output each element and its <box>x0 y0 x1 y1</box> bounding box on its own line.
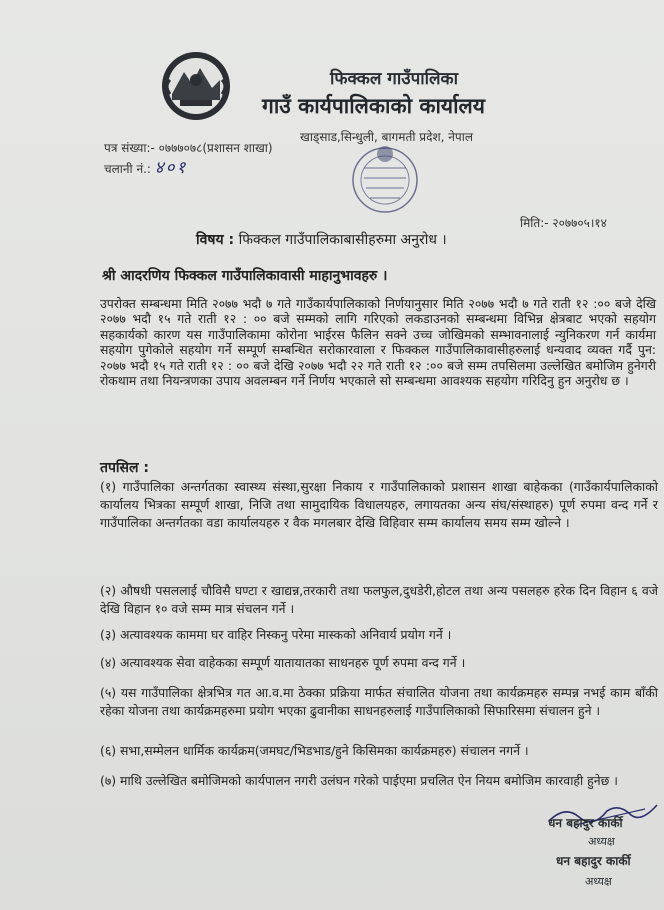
chalani-line <box>104 158 273 179</box>
list-item-6: (६) सभा,सम्मेलन धार्मिक कार्यक्रम(जमघट/भिडभाड/हुने किसिमका कार्यक्रमहरु) संचालन नगर्ने । <box>100 743 529 758</box>
reference-block <box>104 138 273 179</box>
body-paragraph: उपरोक्त सम्बन्धमा मिति २०७७ भदौ ७ गते गाउँकार्यपालिकाको निर्णयानुसार मिति २०७७ भदौ ७ गते राती १२ :०० बजे देखि २०७७ भदौ १५ गते राती १२ : ०० बजे सम्मको लागि गरिएको लकडाउनको सम्बन्धमा विभिन्न क्षेत्रबाट भएको सहयोग सहकार्यको कारण यस गाउँपालिकामा कोरोना भाईरस फैलिन सक्ने उच्च जोखिमको सम्भावनालाई न्युनिकरण गर्न कार्यमा सहयोग पुगेकोले सहयोग गर्ने सम्पूर्ण सम्बन्धित सरोकारवाला र फिक्कल गाउँपालिकावासीहरुलाई धन्यवाद व्यक्त गर्दै पुन: २०७७ भदौ १५ गते राती १२ : ०० बजे देखि २०७७ भदौ २२ गते राती १२ :०० बजे सम्म तपसिलमा उल्लेखित बमोजिम हुनेगरी रोकथाम तथा नियन्त्रणका उपाय अवलम्बन गर्ने निर्णय भएकाले सो सम्बन्धमा आवश्यक सहयोग गरिदिनु हुन अनुरोध छ । <box>100 296 656 389</box>
salutation: श्री आदरणिय फिक्कल गाउँपालिकावासी माहानुभावहरु । <box>102 268 388 284</box>
chalani-number: ४०१ <box>154 158 188 178</box>
office-name: गाउँ कार्यपालिकाको कार्यालय <box>262 94 485 118</box>
office-address: खाड्साड,सिन्धुली, बागमती प्रदेश, नेपाल <box>300 130 473 144</box>
list-item-3: (३) अत्यावश्यक काममा घर वाहिर निस्कनु परेमा मास्कको अनिवार्य प्रयोग गर्ने । <box>100 627 452 642</box>
tapsil-heading: तपसिल : <box>100 460 149 476</box>
list-item-4: (४) अत्यावश्यक सेवा वाहेकका सम्पूर्ण यातायातका साधनहरु पूर्ण रुपमा वन्द गर्ने । <box>100 655 466 670</box>
subject-line <box>196 230 447 249</box>
signatory-role-2: अध्यक्ष <box>585 875 612 888</box>
list-item-1: (१) गाउँपालिका अन्तर्गतका स्वास्थ्य संस्था,सुरक्षा निकाय र गाउँपालिकाको प्रशासन शाखा बाहेकका (गाउँकार्यपालिकाको कार्यालय भित्रका सम्पूर्ण शाखा, निजि तथा सामुदायिक विधालयहरु, लगायतका अन्य संघ/संस्थाहरु) पूर्ण रुपमा वन्द गर्ने र गाउँपालिका अन्तर्गतका वडा कार्यालयहरु र वैक मगलबार देखि विहिवार सम्म कार्यालय समय सम्म खोल्ने । <box>100 479 658 530</box>
signatory-role: अध्यक्ष <box>588 835 615 848</box>
patra-sankhya: पत्र संख्या:- ०७७७०७८(प्रशासन शाखा) <box>104 141 273 155</box>
list-item-7: (७) माथि उल्लेखित बमोजिमको कार्यपालन नगरी उलंघन गरेको पाईएमा प्रचलित ऐन नियम बमोजिम कारवाही हुनेछ । <box>100 773 618 788</box>
org-name: फिक्कल गाउँपालिका <box>330 69 459 89</box>
office-stamp <box>350 138 420 223</box>
chalani-label: चलानी नं.: <box>104 162 151 176</box>
list-item-5: (५) यस गाउँपालिका क्षेत्रभित्र गत आ.व.मा ठेक्का प्रक्रिया मार्फत संचालित योजना तथा कार्यक्रमहरु सम्पन्न नभई काम बाँकी रहेका योजना तथा कार्यक्रमहरुमा प्रयोग भएका ढुवानीका साधनहरुलाई गाउँपालिकाको सिफारिसमा संचालन हुने । <box>100 685 658 718</box>
nepal-emblem-icon <box>160 50 232 122</box>
signed-name: धन बहादुर कार्की <box>548 816 623 830</box>
subject-text: फिक्कल गाउँपालिकाबासीहरुमा अनुरोध । <box>238 232 447 248</box>
list-item-2: (२) औषधी पसललाई चौविसै घण्टा र खाद्यन्न,तरकारी तथा फलफुल,दुधडेरी,होटल तथा अन्य पसलहरु हरेक दिन विहान ६ वजे देखि विहान १० वजे सम्म मात्र संचलन गर्ने । <box>100 583 658 616</box>
letter-date: मिति:- २०७७०५।१४ <box>520 216 607 230</box>
signatory-name: धन बहादुर कार्की <box>556 854 631 868</box>
subject-label: विषय : <box>196 232 235 248</box>
